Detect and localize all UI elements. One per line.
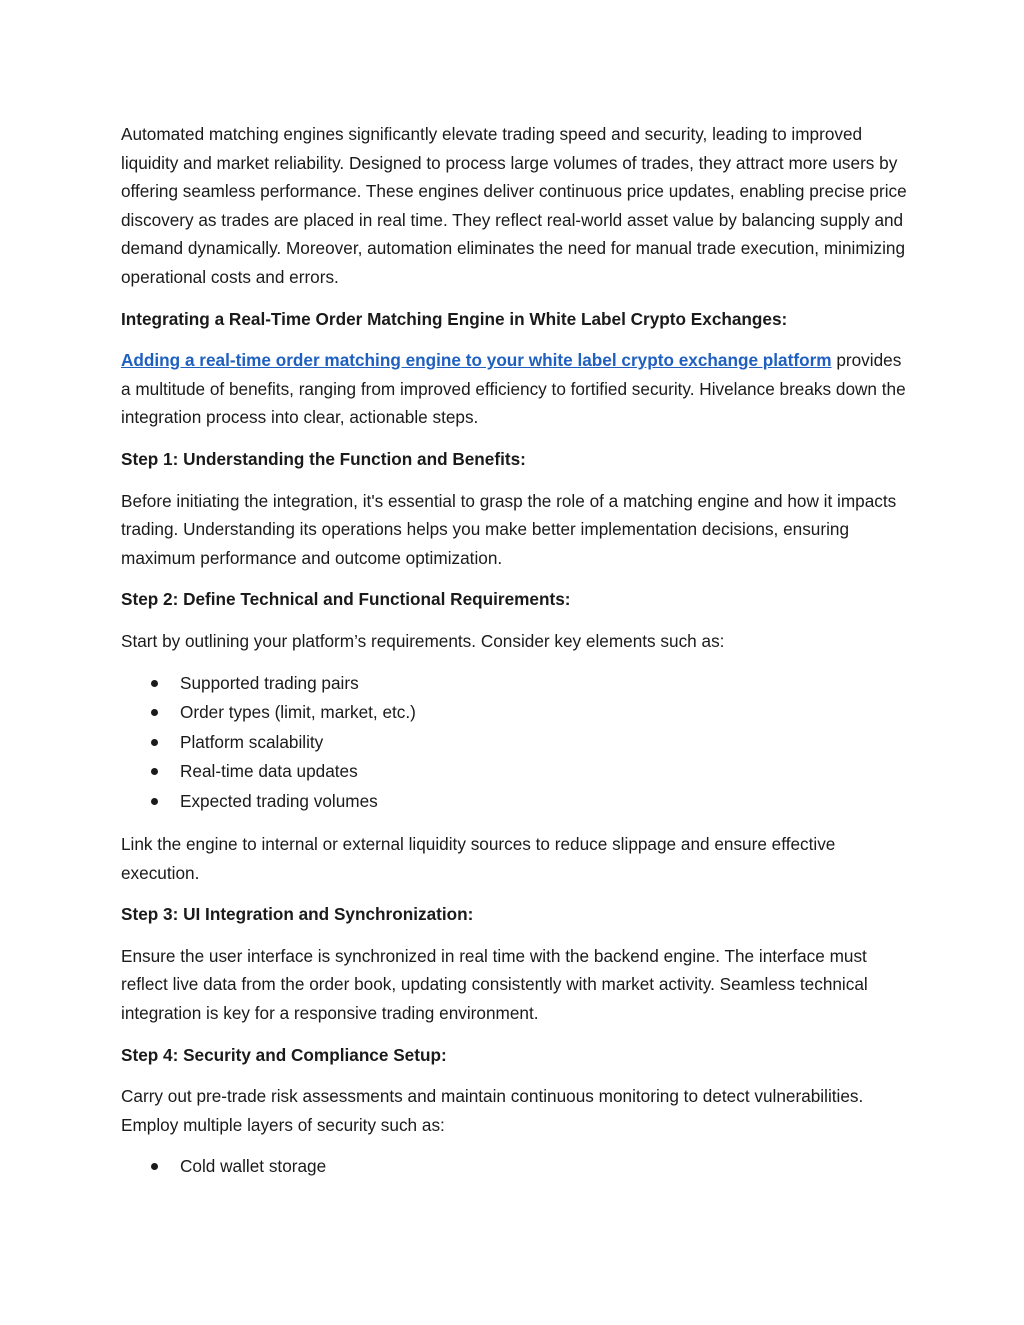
list-item: Expected trading volumes [121, 787, 911, 817]
step4-paragraph: Carry out pre-trade risk assessments and maintain continuous monitoring to detect vulnerabilities. Employ multiple layers of security such as: [121, 1086, 864, 1135]
list-item: Supported trading pairs [121, 669, 911, 699]
step4-heading: Step 4: Security and Compliance Setup: [121, 1044, 447, 1065]
step2-paragraph: Start by outlining your platform’s requirements. Consider key elements such as: [121, 630, 725, 651]
exchange-platform-link[interactable]: Adding a real-time order matching engine to your white label crypto exchange platform [121, 350, 832, 371]
step2-after-paragraph: Link the engine to internal or external liquidity sources to reduce slippage and ensure effective execution. [121, 834, 836, 883]
step2-heading: Step 2: Define Technical and Functional Requirements: [121, 589, 571, 610]
bullet-icon [151, 1163, 158, 1170]
list-item: Order types (limit, market, etc.) [121, 698, 911, 728]
step3-heading: Step 3: UI Integration and Synchronization: [121, 904, 474, 925]
step1-paragraph: Before initiating the integration, it's essential to grasp the role of a matching engine and how it impacts trading. Understanding its operations helps you make better implementation decisions, ensuring maximum performance and outcome optimization. [121, 490, 897, 568]
list-item: Cold wallet storage [121, 1152, 911, 1182]
bullet-icon [151, 709, 158, 716]
intro-paragraph: Automated matching engines significantly elevate trading speed and security, leading to improved liquidity and market reliability. Designed to process large volumes of trades, they attract more users by offering seamless performance. These engines deliver continuous price updates, enabling precise price discovery as trades are placed in real time. They reflect real-world asset value by balancing supply and demand dynamically. Moreover, automation eliminates the need for manual trade execution, minimizing operational costs and errors. [121, 124, 907, 287]
integration-text: provides a multitude of benefits, ranging from improved efficiency to fortified security. Hivelance breaks down the integration process into clear, actionable steps. [121, 350, 906, 428]
bullet-icon [151, 680, 158, 687]
security-list [121, 1152, 911, 1182]
step1-heading: Step 1: Understanding the Function and Benefits: [121, 448, 526, 469]
step3-paragraph: Ensure the user interface is synchronized in real time with the backend engine. The interface must reflect live data from the order book, updating consistently with market activity. Seamless technical integration is key for a responsive trading environment. [121, 945, 868, 1023]
bullet-icon [151, 768, 158, 775]
bullet-icon [151, 798, 158, 805]
document-page [121, 120, 911, 1196]
list-item: Real-time data updates [121, 757, 911, 787]
integration-paragraph [121, 346, 911, 432]
bullet-icon [151, 739, 158, 746]
requirements-list [121, 669, 911, 817]
list-item: Platform scalability [121, 728, 911, 758]
integration-heading: Integrating a Real-Time Order Matching Engine in White Label Crypto Exchanges: [121, 308, 788, 329]
